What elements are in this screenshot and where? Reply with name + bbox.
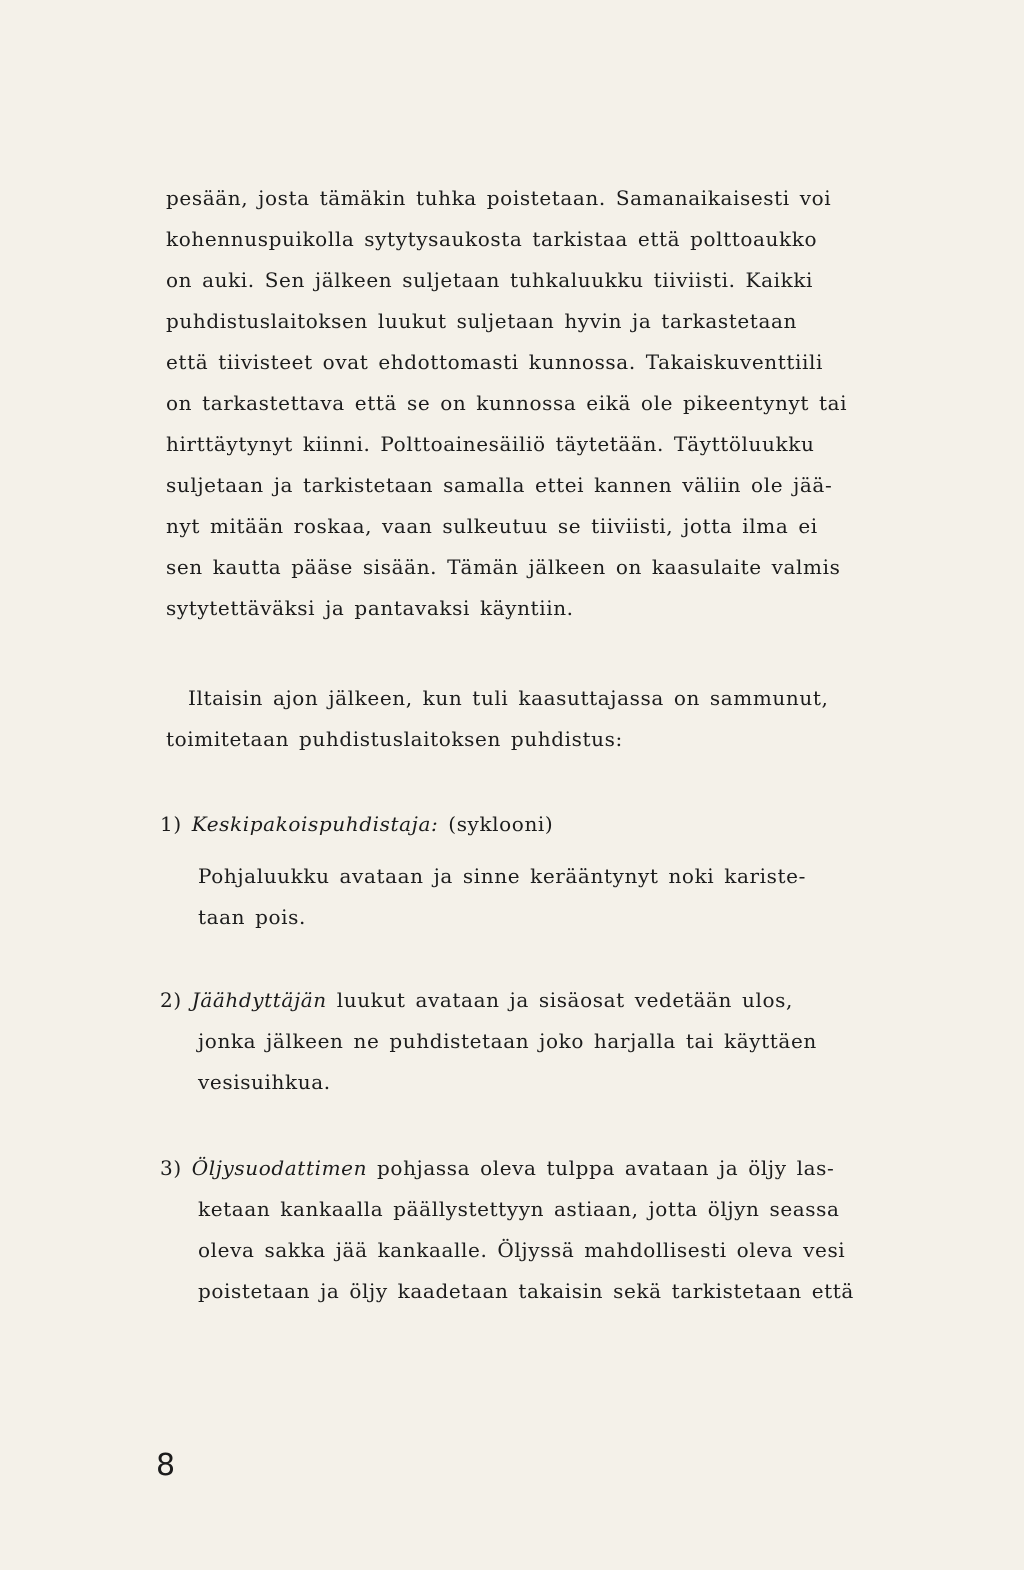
text-line: jonka jälkeen ne puhdistetaan joko harjalla tai käyttäen: [198, 1029, 817, 1053]
list-item-title: Öljysuodattimen: [191, 1156, 368, 1180]
list-item-number: 3): [160, 1156, 182, 1180]
text-line: nyt mitään roskaa, vaan sulkeutuu se tiiviisti, jotta ilma ei: [166, 514, 818, 538]
list-item-heading: [160, 812, 553, 836]
text-line: poistetaan ja öljy kaadetaan takaisin sekä tarkistetaan että: [198, 1279, 854, 1303]
text-line: taan pois.: [198, 905, 306, 929]
list-item-first-line: luukut avataan ja sisäosat vedetään ulos,: [326, 988, 793, 1012]
list-item-number: 1): [160, 812, 182, 836]
list-item-title-suffix: (syklooni): [438, 812, 554, 836]
text-line: on tarkastettava että se on kunnossa eikä ole pikeentynyt tai: [166, 391, 848, 415]
text-line: Pohjaluukku avataan ja sinne kerääntynyt noki kariste-: [198, 864, 806, 888]
text-line: sen kautta pääse sisään. Tämän jälkeen on kaasulaite valmis: [166, 555, 841, 579]
text-line: oleva sakka jää kankaalle. Öljyssä mahdollisesti oleva vesi: [198, 1238, 846, 1262]
text-line: pesään, josta tämäkin tuhka poistetaan. Samanaikaisesti voi: [166, 186, 832, 210]
text-line: toimitetaan puhdistuslaitoksen puhdistus:: [166, 727, 623, 751]
list-item-title: Keskipakoispuhdistaja:: [191, 812, 439, 836]
text-line: suljetaan ja tarkistetaan samalla ettei kannen väliin ole jää-: [166, 473, 833, 497]
text-line: sytytettäväksi ja pantavaksi käyntiin.: [166, 596, 574, 620]
list-item-heading: [160, 988, 793, 1012]
list-item-heading: [160, 1156, 834, 1180]
text-line: ketaan kankaalla päällystettyyn astiaan, jotta öljyn seassa: [198, 1197, 840, 1221]
list-item-number: 2): [160, 988, 182, 1012]
text-line: kohennuspuikolla sytytysaukosta tarkistaa että polttoaukko: [166, 227, 818, 251]
text-line: on auki. Sen jälkeen suljetaan tuhkaluukku tiiviisti. Kaikki: [166, 268, 814, 292]
list-item-title: Jäähdyttäjän: [191, 988, 327, 1012]
text-line: puhdistuslaitoksen luukut suljetaan hyvin ja tarkastetaan: [166, 309, 797, 333]
page-number: 8: [156, 1448, 176, 1483]
list-item-first-line: pohjassa oleva tulppa avataan ja öljy las-: [367, 1156, 835, 1180]
text-line: että tiivisteet ovat ehdottomasti kunnossa. Takaiskuventtiili: [166, 350, 824, 374]
text-line: vesisuihkua.: [198, 1070, 331, 1094]
text-line: Iltaisin ajon jälkeen, kun tuli kaasuttajassa on sammunut,: [188, 686, 829, 710]
text-line: hirttäytynyt kiinni. Polttoainesäiliö täytetään. Täyttöluukku: [166, 432, 815, 456]
